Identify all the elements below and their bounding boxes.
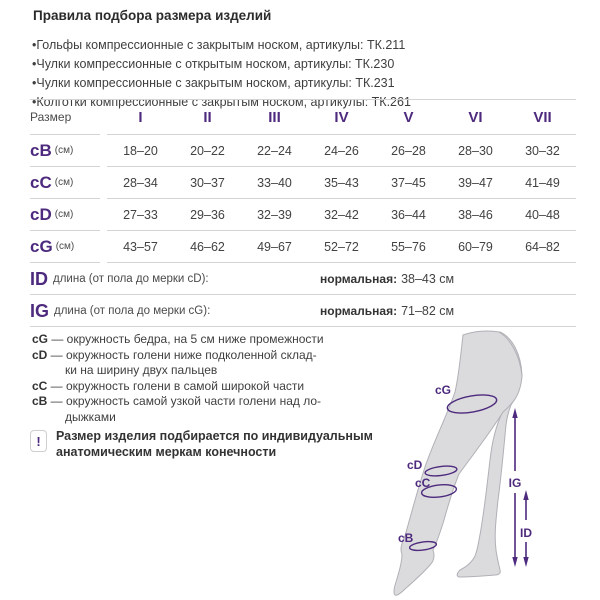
norm-value: 38–43 см — [401, 271, 455, 286]
definition-term: cD — [32, 347, 48, 362]
length-code: ID — [30, 268, 48, 289]
length-rows — [30, 263, 576, 327]
measure-code: cG — [30, 237, 53, 256]
measure-unit: (см) — [54, 177, 74, 188]
length-description: длина (от пола до мерки cD): — [53, 272, 209, 285]
size-column: VI — [468, 108, 483, 126]
table-row — [30, 199, 576, 231]
range-cell: 27–33 — [123, 207, 158, 222]
range-cell: 41–49 — [525, 175, 560, 190]
row-label-cell — [30, 135, 100, 167]
range-cell: 37–45 — [391, 175, 426, 190]
IG-arrowhead-top — [512, 408, 517, 418]
definition-term: cG — [32, 332, 49, 346]
row-label-cell — [30, 167, 100, 199]
cB-label: cB — [398, 531, 414, 545]
definition-term: cB — [32, 394, 48, 408]
cD-label: cD — [407, 458, 423, 472]
range-cell: 32–39 — [257, 207, 292, 222]
range-cell: 60–79 — [458, 239, 493, 254]
table-body — [30, 135, 576, 263]
row-values — [107, 135, 576, 167]
note — [30, 429, 400, 460]
measure-unit: (см) — [54, 145, 74, 156]
leg-measurement-illustration — [380, 330, 600, 600]
IG-label: IG — [508, 476, 522, 490]
ID-arrowhead-top — [523, 490, 528, 500]
page-title: Правила подбора размера изделий — [33, 8, 272, 23]
size-column: V — [403, 108, 414, 126]
size-column: III — [268, 108, 281, 126]
measure-unit: (см) — [54, 209, 74, 220]
definition-item: cG — окружность бедра, на 5 см ниже промежности — [32, 332, 324, 346]
product-item: •Чулки компрессионные с открытым носком, артикулы: ТК.230 — [32, 57, 395, 71]
size-table — [30, 99, 576, 327]
range-cell: 26–28 — [391, 143, 426, 158]
size-column: II — [203, 108, 212, 126]
product-item: •Гольфы компрессионные с закрытым носком, артикулы: ТК.211 — [32, 38, 406, 52]
range-cell: 64–82 — [525, 239, 560, 254]
size-column: I — [138, 108, 143, 126]
range-cell: 28–30 — [458, 143, 493, 158]
range-cell: 28–34 — [123, 175, 158, 190]
range-cell: 32–42 — [324, 207, 359, 222]
definition-item: cD — окружность голени ниже подколенной склад- ки на ширину двух пальцев — [32, 347, 317, 377]
range-cell: 35–43 — [324, 175, 359, 190]
range-cell: 30–32 — [525, 143, 560, 158]
definition-item: cC — окружность голени в самой широкой части — [32, 378, 305, 393]
range-cell: 22–24 — [257, 143, 292, 158]
cC-label: cC — [415, 476, 431, 490]
row-values — [107, 167, 576, 199]
range-cell: 30–37 — [190, 175, 225, 190]
range-cell: 24–26 — [324, 143, 359, 158]
cG-label: cG — [435, 383, 452, 397]
definition-term: cC — [32, 378, 48, 393]
row-label-cell — [30, 199, 100, 231]
norm-label: нормальная: — [320, 271, 398, 286]
range-cell: 38–46 — [458, 207, 493, 222]
range-cell: 18–20 — [123, 143, 158, 158]
table-header-row — [30, 100, 576, 135]
definition-item: cB — окружность самой узкой части голени над ло- дыжками — [32, 394, 322, 424]
note-text: Размер изделия подбирается по индивидуальным анатомическим меркам конечности — [56, 429, 373, 459]
length-row — [30, 263, 576, 295]
range-cell: 55–76 — [391, 239, 426, 254]
range-cell: 52–72 — [324, 239, 359, 254]
product-item: •Чулки компрессионные с закрытым носком, артикулы: ТК.231 — [32, 76, 395, 90]
range-cell: 46–62 — [190, 239, 225, 254]
norm-label: нормальная: — [320, 303, 398, 318]
row-label-cell — [30, 231, 100, 263]
range-cell: 20–22 — [190, 143, 225, 158]
table-row — [30, 167, 576, 199]
size-column: IV — [334, 108, 349, 126]
range-cell: 33–40 — [257, 175, 292, 190]
measure-code: cB — [30, 141, 52, 160]
table-row — [30, 231, 576, 263]
length-description: длина (от пола до мерки cG): — [54, 304, 211, 317]
range-cell: 29–36 — [190, 207, 225, 222]
ID-label: ID — [520, 526, 532, 540]
size-column: VII — [533, 108, 552, 126]
IG-arrowhead-bottom — [512, 557, 517, 567]
norm-value: 71–82 см — [401, 303, 455, 318]
length-norm — [320, 302, 454, 320]
measure-unit: (см) — [55, 241, 75, 252]
product-item: •Колготки компрессионные с закрытым носком, артикулы: ТК.261 — [32, 95, 411, 109]
length-norm — [320, 270, 454, 288]
range-cell: 43–57 — [123, 239, 158, 254]
size-column-label: Размер — [30, 110, 72, 124]
row-values — [107, 199, 576, 231]
measure-code: cD — [30, 205, 52, 224]
range-cell: 49–67 — [257, 239, 292, 254]
table-header-columns — [107, 100, 576, 135]
range-cell: 36–44 — [391, 207, 426, 222]
length-code: IG — [30, 300, 50, 321]
length-row — [30, 295, 576, 327]
definitions-list — [32, 332, 404, 425]
exclamation-icon: ! — [30, 430, 47, 452]
ID-arrowhead-bottom — [523, 557, 528, 567]
measure-code: cC — [30, 173, 52, 192]
row-values — [107, 231, 576, 263]
range-cell: 39–47 — [458, 175, 493, 190]
range-cell: 40–48 — [525, 207, 560, 222]
table-row — [30, 135, 576, 167]
